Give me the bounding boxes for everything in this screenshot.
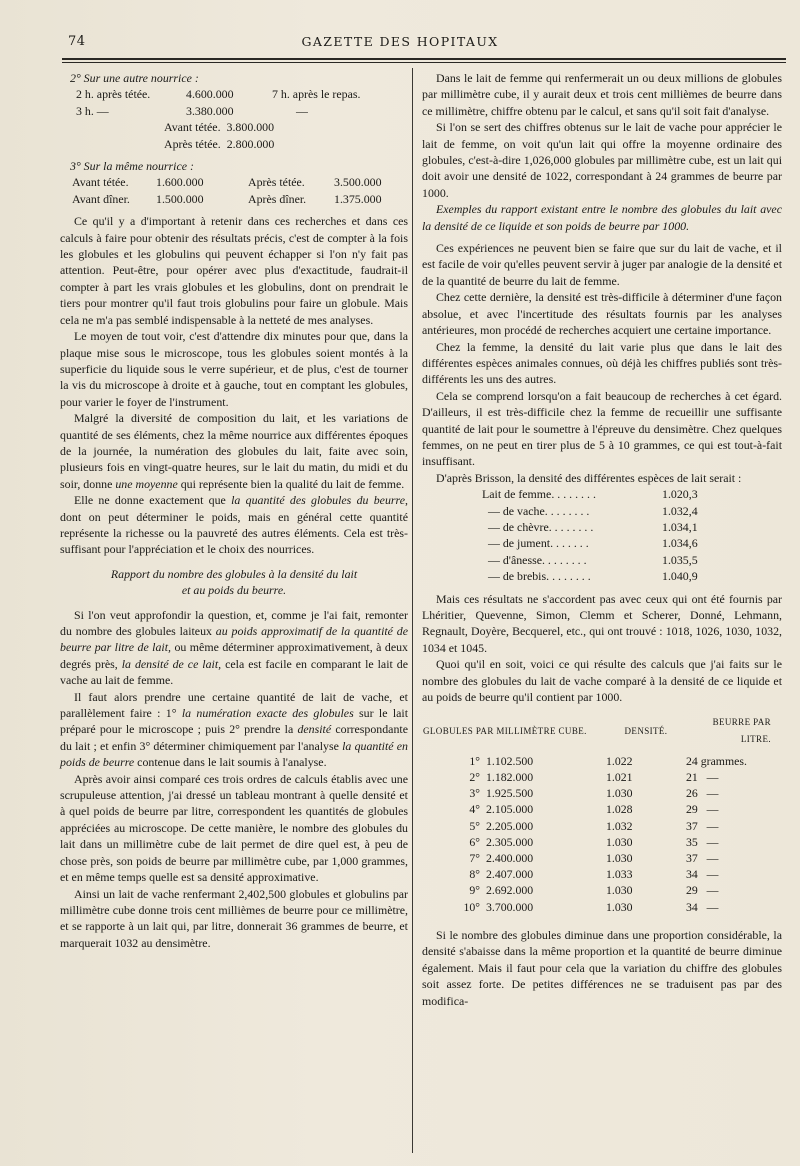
page-number: 74	[68, 34, 86, 49]
table-header-row	[422, 713, 772, 752]
table-row: 4° 2.105.000 1.028 29 —	[469, 802, 719, 817]
section-heading: Rapport du nombre des globules à la densité du lait	[110, 566, 358, 581]
table-row: — de chèvre. . . . . . . . 1.034,1	[488, 519, 698, 534]
table-row: — de jument. . . . . . . 1.034,6	[488, 536, 698, 551]
table-row: 7° 2.400.000 1.030 37 —	[469, 851, 719, 866]
table-row: — de brebis. . . . . . . . 1.040,9	[488, 569, 698, 584]
paragraph: Chez cette dernière, la densité est très-difficile à déterminer d'une façon absolue, et avec l'incertitude des résultats fournis par les analyses antérieures, mon procédé de recherches acquiert une certaine importance.	[422, 290, 782, 338]
paragraph: Si le nombre des globules diminue dans une proportion considérable, la densité s'abaisse dans la même proportion et la quantité de beurre diminue également. Mais il faut pour cela que la variation du chiffre des globules soit assez forte. De petites différences ne se traduisent pas par des modifica-	[422, 927, 782, 1008]
paragraph: Dans le lait de femme qui renfermerait un ou deux millions de globules par millimètre cube, il y aurait deux et trois cent millièmes de beurre dans ce millimètre, chiffre obtenu par le calcul, et sans qu'il soit fait d'analyse.	[422, 71, 782, 118]
column-header: BEURRE PAR LITRE.	[712, 717, 771, 744]
density-table	[482, 486, 698, 584]
paragraph: Ainsi un lait de vache renfermant 2,402,500 globules et globulins par millimètre cube donne trois cent millièmes de beurre pour ce millimètre, et se rapporte à un lait qui, par litre, donnerait 36 grammes de beurre, et marquerait 1032 au densimètre.	[60, 886, 408, 950]
paragraph: Ces expériences ne peuvent bien se faire que sur du lait de vache, et il est facile de voir qu'elles peuvent servir à juger par analogie de la densité et de la quantité de beurre du lait de femme.	[422, 241, 782, 288]
table-row: 3° 1.925.500 1.030 26 —	[469, 786, 719, 801]
paragraph: Si l'on veut approfondir la question, et, comme je l'ai fait, remonter du nombre des globules laiteux au poids approximatif de la quantité de beurre par litre de lait, ou même déterminer approximativement, à deux degrés près, la densité de ce lait, cela est facile en comparant le lait de vache au lait de femme.	[60, 607, 409, 688]
header-rule-top	[62, 58, 786, 60]
nurse3-title: 3° Sur la même nourrice :	[70, 159, 194, 174]
nurse2-apres: Après tétée. 2.800.000	[164, 136, 275, 151]
right-column	[422, 70, 782, 1009]
paragraph: Il faut alors prendre une certaine quantité de lait de vache, et parallèlement faire : 1° la numération exacte des globules sur le lait préparé pour le microscope ; puis 2° prendre la densité correspondante du lait ; et enfin 3° déterminer chimiquement par l'analyse la quantité en poids de beurre contenue dans le lait soumis à l'analyse.	[60, 689, 409, 770]
table-row: 6° 2.305.000 1.030 35 —	[469, 834, 719, 849]
table-row: 5° 2.205.000 1.032 37 —	[469, 818, 719, 833]
globules-table	[422, 713, 772, 914]
nurse2-avant: Avant tétée. 3.800.000	[164, 120, 275, 135]
paragraph: Après avoir ainsi comparé ces trois ordres de calculs établis avec une scrupuleuse attention, j'ai dressé un tableau montrant à quelle densité et à quel poids de beurre par litre, correspondent les quantités de globules appréciées au microscope. De cette manière, le nombre des globules du lait dans un millimètre cube de lait permet de dire quel est, à peu de chose près, son poids de beurre par millimètre cube, par 1,000 grammes, et en même temps quelle est sa densité approximative.	[60, 771, 408, 885]
nurse2-table	[60, 86, 408, 152]
table-row: 2 h. après tétée. 4.600.000 7 h. après le repas.	[76, 87, 361, 102]
paragraph: Quoi qu'il en soit, voici ce qui résulte des calculs que j'ai faits sur le nombre des globules du lait de vache comparé à la densité de ce liquide et au poids de beurre qu'il contient par 1000.	[422, 657, 782, 705]
table-row: 2° 1.182.000 1.021 21 —	[469, 770, 719, 785]
column-divider	[412, 68, 413, 1153]
paragraph: Elle ne donne exactement que la quantité des globules du beurre, dont on peut déterminer le poids, mais en général cette quantité représente la richesse ou la pauvreté des autres éléments. Cela est très-suffisant pour l'appréciation et le choix des nourrices.	[60, 493, 408, 557]
paragraph: Le moyen de tout voir, c'est d'attendre dix minutes pour que, dans la plaque mise sous le microscope, tous les globules soient montés à la superficie du liquide sous le verre supérieur, et de plus, c'est de tourner la vis du microscope à droite et à gauche, tout en comptant les globules, pour varier le foyer de l'instrument.	[60, 329, 408, 409]
table-row: — de vache. . . . . . . . 1.032,4	[488, 503, 698, 518]
section-heading: Exemples du rapport existant entre le nombre des globules du lait avec la densité de ce liquide et son poids de beurre par 1000.	[422, 202, 782, 233]
column-header: DENSITÉ.	[624, 725, 668, 736]
paragraph: Malgré la diversité de composition du lait, et les variations de quantité de ses éléments, chez la même nourrice aux différentes époques de la journée, la numération des globules du lait, faite avec soin, plusieurs fois en vingt-quatre heures, sur le lait du matin, du midi et du soir, donne une moyenne qui représente bien la qualité du lait de femme.	[60, 411, 408, 491]
nurse2-title: 2° Sur une autre nourrice :	[70, 71, 199, 85]
journal-title: GAZETTE DES HOPITAUX	[301, 34, 499, 49]
paragraph: Si l'on se sert des chiffres obtenus sur le lait de vache pour apprécier le lait de femme, on voit qu'un lait qui offre la moyenne ordinaire des globules, c'est-à-dire 1,026,000 globules par millimètre cube, est un lait qui doit avoir une densité de 1022, correspondant à 24 grammes de beurre par 1000.	[422, 120, 782, 200]
table-row: 10° 3.700.000 1.030 34 —	[463, 899, 719, 914]
paragraph: Ce qu'il y a d'important à retenir dans ces recherches et dans ces calculs à faire pour obtenir des résultats précis, c'est de compter à la fois les globules et les globulins qui peuvent échapper si l'on n'y fait pas attention. Peut-être, pour opérer avec plus d'exactitude, faudrait-il compter à part les vrais globules et les globulins, dont on prendrait le tiers pour montrer qu'il faut trois globulins pour faire un globule. Mais cela ne m'a pas semblé indispensable à la netteté de mes analyses.	[60, 214, 408, 327]
table-row: 3 h. — 3.380.000 —	[76, 103, 308, 118]
table-row: — d'ânesse. . . . . . . . 1.035,5	[488, 552, 698, 567]
paragraph: D'après Brisson, la densité des différentes espèces de lait serait :	[436, 470, 742, 485]
section-heading: et au poids du beurre.	[181, 583, 287, 598]
column-header: GLOBULES PAR MILLIMÈTRE CUBE.	[423, 725, 587, 736]
table-row: 9° 2.692.000 1.030 29 —	[469, 883, 719, 898]
table-row: Avant dîner. 1.500.000 Après dîner. 1.375.000	[72, 191, 382, 206]
paragraph: Mais ces résultats ne s'accordent pas avec ceux qui ont été fournis par Lhéritier, Quevenne, Simon, Clemm et Scherer, Donné, Lehmann, Regnault, Doyère, Becquerel, etc., qui ont trouvé : 1018, 1026, 1030, 1032, 1034 et 1045.	[422, 591, 782, 655]
header-rule-bottom	[62, 62, 786, 63]
table-row: 8° 2.407.000 1.033 34 —	[469, 867, 719, 882]
paragraph: Cela se comprend lorsqu'on a fait beaucoup de recherches à cet égard. D'ailleurs, il est très-difficile chez la femme de recueillir une suffisante quantité de lait pour le soumettre à l'épreuve du densimètre. Chez quelques femmes, on ne peut en tirer plus de 5 à 10 grammes, ce qui est tout-à-fait insuffisant.	[422, 388, 782, 469]
table-row: Lait de femme. . . . . . . . 1.020,3	[482, 487, 698, 502]
paragraph: Chez la femme, la densité du lait varie plus que dans le lait des différentes espèces animales connues, où déjà les chiffres publiés sont très-différents les uns des autres.	[422, 339, 782, 387]
nurse3-table	[60, 174, 408, 207]
table-row: 1° 1.102.500 1.022 24 grammes.	[469, 753, 747, 768]
table-row: Avant tétée. 1.600.000 Après tétée. 3.500.000	[72, 175, 382, 190]
left-column	[60, 70, 408, 951]
